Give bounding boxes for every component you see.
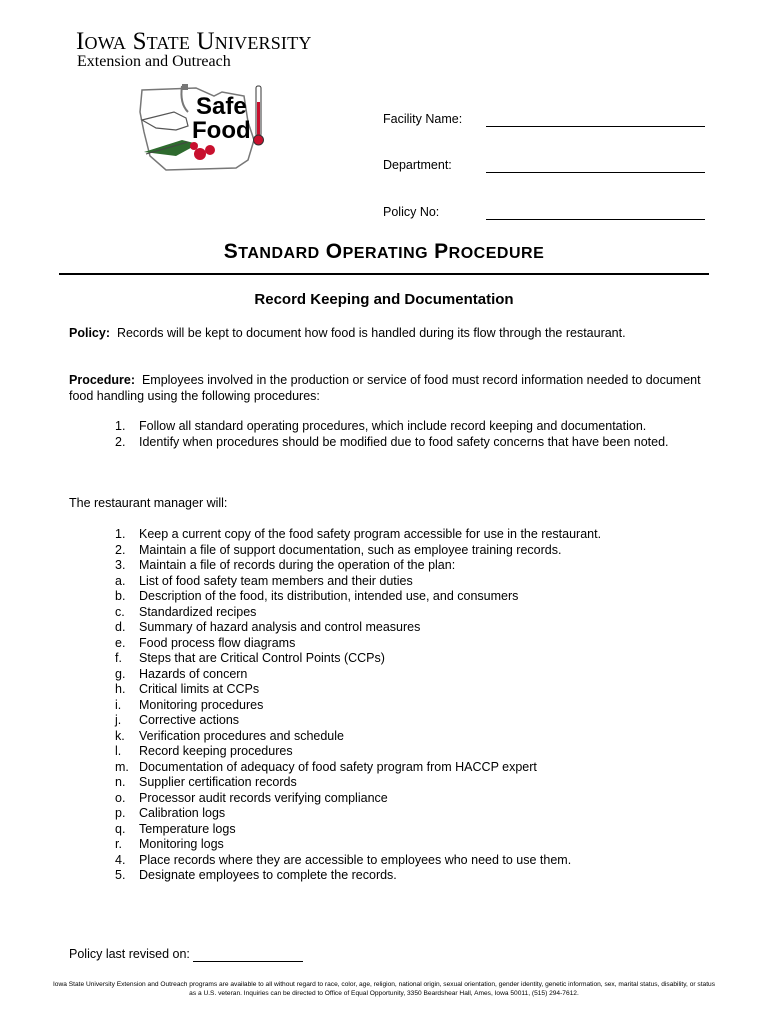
record-item-text: Corrective actions xyxy=(139,713,240,727)
record-item-text: Hazards of concern xyxy=(139,666,248,681)
policy-no-field[interactable] xyxy=(486,219,705,220)
facility-name-field[interactable] xyxy=(486,126,705,127)
record-item xyxy=(115,744,715,760)
title-word: PROCEDURE xyxy=(434,240,545,263)
record-item-text: Processor audit records verifying compliance xyxy=(139,790,388,805)
record-item xyxy=(115,822,715,838)
record-item xyxy=(115,729,715,745)
list-item-text: Maintain a file of support documentation, such as employee training records. xyxy=(139,542,562,557)
record-item-text: Monitoring logs xyxy=(139,837,224,851)
policy-label: Policy: xyxy=(69,326,110,340)
record-item-text: Temperature logs xyxy=(139,821,236,836)
record-item xyxy=(115,713,715,729)
record-item-letter: l. xyxy=(115,744,122,758)
nondiscrimination-statement: Iowa State University Extension and Outreach programs are available to all without regard to race, color, age, religion, national origin, sexual orientation, gender identity, genetic information, sex, marital status, disability, or status as a U.S. veteran. Inquiries can be directed to Office of Equal Opportunity, 3350 Beardshear Hall, Ames, Iowa 50011, (515) 294-7612. xyxy=(52,981,716,997)
record-item-letter: b. xyxy=(115,589,126,603)
record-item-text: List of food safety team members and their duties xyxy=(139,573,413,588)
record-item xyxy=(115,636,715,652)
logo-word-food: Food xyxy=(192,117,251,144)
university-subtitle: Extension and Outreach xyxy=(77,53,231,70)
record-item-letter: i. xyxy=(115,697,122,712)
record-item-text: Record keeping procedures xyxy=(139,744,293,758)
record-item-text: Steps that are Critical Control Points (CCPs) xyxy=(139,651,385,665)
record-item-letter: f. xyxy=(115,651,122,665)
policy-no-label: Policy No: xyxy=(383,205,440,219)
record-item xyxy=(115,791,715,807)
record-item xyxy=(115,775,715,791)
record-item-letter: n. xyxy=(115,775,126,789)
list-item xyxy=(115,419,715,435)
record-item-text: Food process flow diagrams xyxy=(139,635,296,650)
policy-revised-field[interactable] xyxy=(193,947,303,962)
record-item xyxy=(115,760,715,776)
facility-name-label: Facility Name: xyxy=(383,112,463,126)
record-item-text: Description of the food, its distribution, intended use, and consumers xyxy=(139,589,519,603)
department-field[interactable] xyxy=(486,172,705,173)
policy-paragraph xyxy=(69,326,709,342)
record-item-text: Summary of hazard analysis and control measures xyxy=(139,620,421,634)
policy-revised-line xyxy=(69,947,303,962)
university-name xyxy=(76,28,312,56)
record-item xyxy=(115,806,715,822)
record-item-letter: r. xyxy=(115,837,122,851)
list-item-number: 1. xyxy=(115,419,126,433)
record-item-letter: j. xyxy=(115,713,122,727)
list-item xyxy=(115,435,715,451)
records-sublist xyxy=(115,574,715,853)
title-text xyxy=(224,241,544,263)
record-item-letter: g. xyxy=(115,666,126,681)
list-item-text: Place records where they are accessible to employees who need to use them. xyxy=(139,852,572,867)
procedure-label: Procedure: xyxy=(69,373,135,387)
list-item-number: 2. xyxy=(115,434,126,449)
department-label: Department: xyxy=(383,158,452,172)
record-item xyxy=(115,698,715,714)
list-item-number: 1. xyxy=(115,527,126,541)
title-rule xyxy=(59,273,709,275)
list-item xyxy=(115,543,715,559)
record-item xyxy=(115,574,715,590)
record-item-text: Critical limits at CCPs xyxy=(139,682,260,696)
list-item-text: Keep a current copy of the food safety program accessible for use in the restaurant. xyxy=(139,527,602,541)
record-item-letter: k. xyxy=(115,728,125,743)
document-title xyxy=(0,240,768,264)
record-item-letter: a. xyxy=(115,573,126,588)
record-item-text: Monitoring procedures xyxy=(139,697,264,712)
record-item-text: Supplier certification records xyxy=(139,775,297,789)
university-name-text: Iowa State University xyxy=(76,28,312,55)
record-item-text: Standardized recipes xyxy=(139,604,257,619)
record-item-text: Verification procedures and schedule xyxy=(139,728,344,743)
record-item-letter: d. xyxy=(115,620,126,634)
record-item-letter: q. xyxy=(115,821,126,836)
procedure-paragraph xyxy=(69,373,709,404)
record-item xyxy=(115,620,715,636)
logo-word-safe: Safe xyxy=(196,93,247,120)
list-item-number: 4. xyxy=(115,852,126,867)
record-item xyxy=(115,605,715,621)
list-item-text: Follow all standard operating procedures, which include record keeping and documentation. xyxy=(139,419,647,433)
procedure-text: Employees involved in the production or service of food must record information needed to document food handling using the following procedures: xyxy=(69,373,701,403)
safe-food-logo xyxy=(136,82,270,172)
list-item xyxy=(115,868,715,884)
manager-intro: The restaurant manager will: xyxy=(69,496,228,510)
record-item-text: Documentation of adequacy of food safety program from HACCP expert xyxy=(139,759,537,774)
list-item-number: 3. xyxy=(115,558,126,572)
record-item xyxy=(115,589,715,605)
list-item-text: Identify when procedures should be modified due to food safety concerns that have been noted. xyxy=(139,434,669,449)
record-item-letter: m. xyxy=(115,759,129,774)
record-item-text: Calibration logs xyxy=(139,806,226,820)
record-item xyxy=(115,682,715,698)
list-item-number: 5. xyxy=(115,868,126,882)
record-item-letter: c. xyxy=(115,604,125,619)
list-item xyxy=(115,853,715,869)
manager-steps-list xyxy=(115,527,715,884)
title-word: OPERATING xyxy=(325,240,429,263)
record-item-letter: e. xyxy=(115,635,126,650)
list-item-number: 2. xyxy=(115,542,126,557)
list-item xyxy=(115,558,715,853)
record-item xyxy=(115,651,715,667)
list-item-text: Designate employees to complete the records. xyxy=(139,868,397,882)
record-item xyxy=(115,667,715,683)
record-item-letter: o. xyxy=(115,790,126,805)
title-word: STANDARD xyxy=(223,240,320,263)
list-item xyxy=(115,527,715,543)
document-subtitle: Record Keeping and Documentation xyxy=(254,291,514,308)
list-item-text: Maintain a file of records during the operation of the plan: xyxy=(139,558,456,572)
record-item-letter: h. xyxy=(115,682,126,696)
policy-revised-label: Policy last revised on: xyxy=(69,947,190,961)
record-item-letter: p. xyxy=(115,806,126,820)
record-item xyxy=(115,837,715,853)
policy-text: Records will be kept to document how food is handled during its flow through the restaurant. xyxy=(116,326,626,340)
procedure-steps-list xyxy=(115,419,715,450)
